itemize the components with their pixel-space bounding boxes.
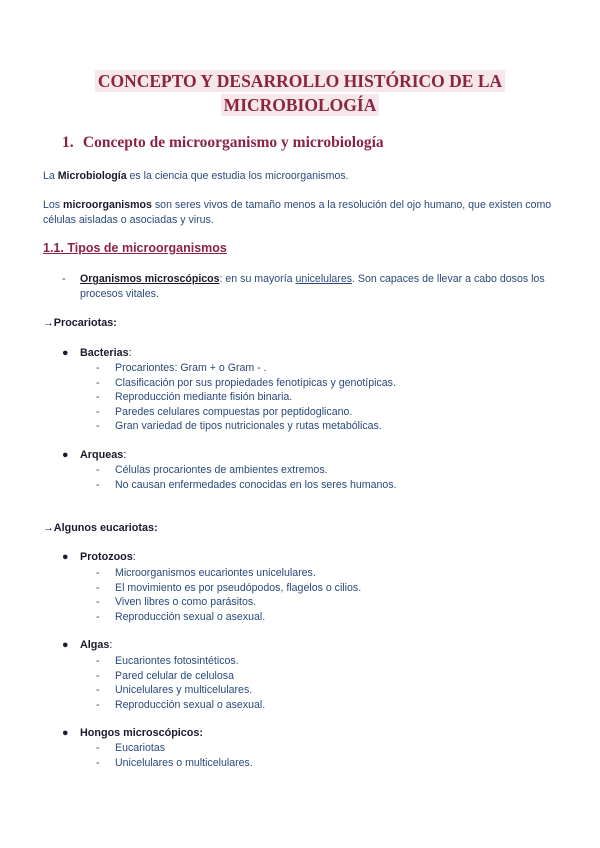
bullet-label: Algas <box>80 639 110 651</box>
list-item <box>96 463 397 478</box>
list-item-text: Paredes celulares compuestas por peptidoglicano. <box>115 405 353 418</box>
para2-bold: microorganismos <box>63 199 152 211</box>
para2-pre: Los <box>43 199 64 211</box>
title-line-2: MICROBIOLOGÍA <box>221 94 380 116</box>
list-item <box>96 419 396 434</box>
list-item <box>96 756 253 771</box>
arqueas-list <box>96 463 397 492</box>
list-item-text: Reproducción mediante fisión binaria. <box>115 391 293 404</box>
list-item <box>96 741 253 756</box>
bullet-icon: ● <box>62 727 69 739</box>
list-item-text: Eucariontes fotosintéticos. <box>115 655 239 667</box>
dash-marker: - <box>96 684 100 697</box>
bullet-colon: : <box>109 639 113 651</box>
bullet-label: Protozoos <box>80 551 133 563</box>
dash-marker: - <box>96 698 100 711</box>
bullet-hongos <box>62 727 203 739</box>
dash-marker: - <box>96 655 100 667</box>
list-item <box>96 698 265 713</box>
bullet-arqueas <box>62 449 126 461</box>
procariotas-heading: →Procariotas: <box>43 317 117 329</box>
list-item <box>96 566 361 581</box>
section-heading <box>62 134 384 152</box>
dash-marker: - <box>96 405 100 418</box>
micro-post: . Son capaces de llevar a cabo dosos los procesos vitales. <box>80 273 545 300</box>
dash-marker: - <box>62 273 66 285</box>
bullet-label: Hongos microscópicos: <box>80 727 203 739</box>
dash-marker: - <box>96 669 100 682</box>
bullet-label: Arqueas <box>80 449 124 461</box>
algas-list <box>96 654 265 712</box>
eucariotas-heading: →Algunos eucariotas: <box>43 522 158 534</box>
list-item <box>96 478 397 493</box>
bullet-protozoos <box>62 551 136 563</box>
bullet-algas <box>62 639 112 651</box>
subsection-heading: 1.1. Tipos de microorganismos <box>43 241 227 255</box>
dash-marker: - <box>96 362 100 374</box>
list-item <box>96 683 265 698</box>
dash-marker: - <box>96 420 100 433</box>
section-number: 1. <box>62 134 74 151</box>
para1-bold: Microbiología <box>57 170 127 182</box>
list-item <box>96 654 265 669</box>
dash-marker: - <box>96 581 100 594</box>
list-item <box>96 361 396 376</box>
hongos-list <box>96 741 253 770</box>
list-item-text: El movimiento es por pseudópodos, flagelos o cilios. <box>115 581 362 594</box>
title-line-1: CONCEPTO Y DESARROLLO HISTÓRICO DE LA <box>95 70 505 92</box>
bullet-colon: : <box>128 347 132 359</box>
document-title <box>0 70 600 116</box>
list-item <box>96 595 361 610</box>
bacterias-list <box>96 361 396 434</box>
list-item <box>96 376 396 391</box>
list-item-text: Unicelulares o multicelulares. <box>115 756 253 769</box>
dash-marker: - <box>96 756 100 769</box>
bullet-colon: : <box>123 449 127 461</box>
list-item-text: Células procariontes de ambientes extremos. <box>115 464 328 476</box>
list-item-text: Unicelulares y multicelulares. <box>115 684 253 697</box>
microscopic-organisms-item <box>62 272 552 302</box>
list-item-text: Clasificación por sus propiedades fenotípicas y genotípicas. <box>115 376 396 389</box>
dash-marker: - <box>96 567 100 579</box>
dash-marker: - <box>96 464 100 476</box>
list-item <box>96 581 361 596</box>
list-item <box>96 405 396 420</box>
dash-marker: - <box>96 391 100 404</box>
list-item <box>96 669 265 684</box>
bullet-colon: : <box>132 551 136 563</box>
list-item-text: Microorganismos eucariontes unicelulares. <box>115 567 316 579</box>
paragraph-microbiologia <box>43 169 563 184</box>
list-item-text: Reproducción sexual o asexual. <box>115 698 266 711</box>
para2-post: son seres vivos de tamaño menos a la resolución del ojo humano, que existen como células aisladas o asociadas y virus. <box>43 199 552 226</box>
list-item-text: Reproducción sexual o asexual. <box>115 610 266 623</box>
bullet-icon: ● <box>62 449 69 461</box>
micro-underlined: unicelulares <box>295 273 353 285</box>
bullet-icon: ● <box>62 551 69 563</box>
list-item-text: Pared celular de celulosa <box>115 669 234 682</box>
para1-pre: La <box>43 170 58 182</box>
micro-strong: Organismos microscópicos <box>80 273 220 285</box>
section-heading-text: Concepto de microorganismo y microbiología <box>82 134 384 151</box>
bullet-label: Bacterias <box>80 347 129 359</box>
list-item-text: Procariontes: Gram + o Gram - . <box>115 362 267 374</box>
dash-marker: - <box>96 742 100 754</box>
dash-marker: - <box>96 610 100 623</box>
micro-mid: : en su mayoría <box>219 273 296 285</box>
dash-marker: - <box>96 376 100 389</box>
protozoos-list <box>96 566 361 624</box>
list-item <box>96 610 361 625</box>
dash-marker: - <box>96 478 100 491</box>
list-item-text: Eucariotas <box>115 742 166 754</box>
dash-marker: - <box>96 596 100 609</box>
para1-post: es la ciencia que estudia los microorganismos. <box>126 170 349 182</box>
bullet-bacterias <box>62 347 132 359</box>
list-item-text: Viven libres o como parásitos. <box>115 596 257 609</box>
bullet-icon: ● <box>62 639 69 651</box>
list-item-text: Gran variedad de tipos nutricionales y rutas metabólicas. <box>115 420 382 433</box>
list-item <box>96 390 396 405</box>
paragraph-microorganismos <box>43 198 558 228</box>
bullet-icon: ● <box>62 347 69 359</box>
list-item-text: No causan enfermedades conocidas en los seres humanos. <box>115 478 397 491</box>
